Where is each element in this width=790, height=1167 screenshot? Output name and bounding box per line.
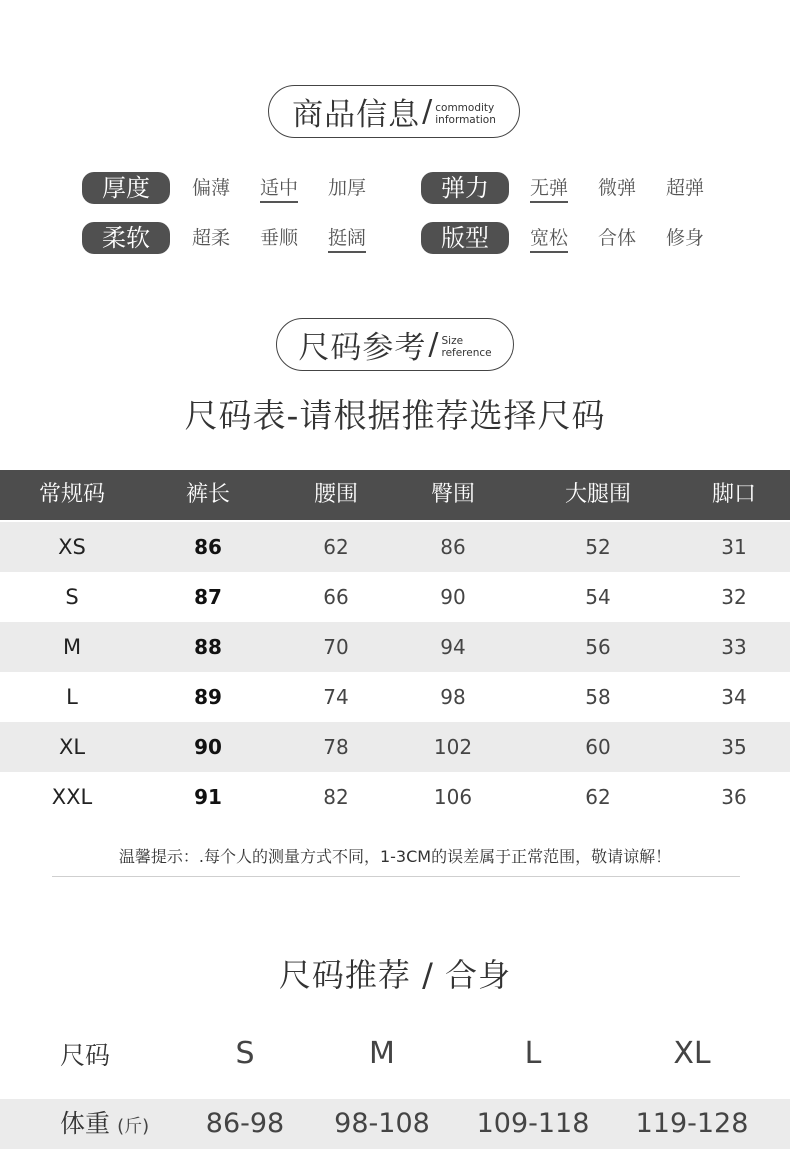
title-slash: / (428, 327, 439, 362)
commodity-info-title (268, 85, 520, 138)
table-cell: 88 (194, 635, 222, 659)
table-cell: 35 (721, 735, 747, 759)
table-cell: 94 (440, 635, 466, 659)
rec-weight-cell: 119-128 (635, 1108, 749, 1139)
rec-size-cell: XL (673, 1036, 711, 1071)
table-row (0, 722, 790, 772)
commodity-info-title-en: commodity information (435, 101, 496, 126)
attribute-tag: 弹力 (421, 172, 509, 204)
title-slash: / (422, 94, 433, 129)
table-header-cell: 腰围 (313, 482, 359, 507)
table-cell: XS (58, 535, 86, 559)
table-cell: 54 (585, 585, 611, 609)
table-header-cell: 大腿围 (564, 482, 632, 507)
table-cell: 31 (721, 535, 747, 559)
table-cell: 70 (323, 635, 349, 659)
attribute-tag: 版型 (421, 222, 509, 254)
table-cell: 33 (721, 635, 747, 659)
recommendation-title: 尺码推荐 / 合身 (278, 956, 512, 994)
table-cell: 86 (440, 535, 466, 559)
table-header-cell: 脚口 (711, 482, 757, 507)
table-cell: XXL (51, 785, 93, 809)
rec-weight-cell: 98-108 (334, 1108, 430, 1139)
table-header-cell: 裤长 (185, 482, 231, 507)
size-reference-title (276, 318, 514, 371)
rec-weight-cell: 86-98 (205, 1108, 285, 1139)
rec-weight-label-text: 体重 (60, 1109, 111, 1138)
table-cell: 34 (721, 685, 747, 709)
size-chart-heading: 尺码表-请根据推荐选择尺码 (184, 396, 606, 435)
divider (52, 876, 740, 877)
attribute-option: 超弹 (666, 177, 705, 199)
table-cell: XL (58, 735, 86, 759)
rec-size-cell: M (369, 1036, 395, 1071)
rec-weight-unit: (斤) (117, 1116, 150, 1137)
attribute-option: 垂顺 (260, 227, 299, 249)
rec-weight-label (60, 1099, 149, 1149)
table-cell: 87 (194, 585, 222, 609)
commodity-info-title-zh: 商品信息 (292, 97, 421, 133)
table-cell: S (65, 585, 79, 609)
table-cell: 66 (323, 585, 349, 609)
attribute-option: 合体 (598, 227, 637, 249)
rec-size-cell: L (524, 1036, 542, 1071)
table-cell: 52 (585, 535, 611, 559)
table-cell: 90 (440, 585, 466, 609)
table-cell: 98 (440, 685, 466, 709)
attribute-option-selected: 宽松 (530, 226, 568, 253)
table-cell: 56 (585, 635, 611, 659)
attribute-option-selected: 挺阔 (328, 226, 366, 253)
table-cell: 86 (194, 535, 222, 559)
table-header-cell: 常规码 (38, 482, 106, 507)
table-row (0, 622, 790, 672)
table-row (0, 522, 790, 572)
table-cell: 106 (433, 785, 473, 809)
table-cell: 62 (323, 535, 349, 559)
rec-size-label: 尺码 (60, 1041, 111, 1070)
table-cell: 90 (194, 735, 222, 759)
table-cell: 74 (323, 685, 349, 709)
size-reference-title-zh: 尺码参考 (298, 330, 427, 366)
table-cell: L (66, 685, 78, 709)
rec-size-cell: S (235, 1036, 255, 1071)
measurement-note: 温馨提示：.每个人的测量方式不同，1-3CM的误差属于正常范围，敬请谅解！ (118, 847, 672, 866)
table-cell: 78 (323, 735, 349, 759)
table-cell: 60 (585, 735, 611, 759)
attribute-option: 修身 (666, 227, 705, 249)
attribute-option: 微弹 (598, 177, 637, 199)
attribute-option: 超柔 (192, 227, 231, 249)
table-row (0, 672, 790, 722)
attribute-option-selected: 无弹 (530, 176, 568, 203)
table-cell: 62 (585, 785, 611, 809)
attribute-tag: 柔软 (82, 222, 170, 254)
attribute-option: 偏薄 (192, 177, 231, 199)
attribute-option-selected: 适中 (260, 176, 298, 203)
rec-weight-cell: 109-118 (476, 1108, 590, 1139)
table-cell: 89 (194, 685, 222, 709)
table-cell: 58 (585, 685, 611, 709)
size-reference-title-en: Size reference (441, 334, 492, 359)
table-header-cell: 臀围 (430, 482, 476, 507)
size-table-header (0, 470, 790, 520)
table-cell: 102 (433, 735, 473, 759)
table-cell: 36 (721, 785, 747, 809)
table-cell: 91 (194, 785, 222, 809)
attribute-tag: 厚度 (82, 172, 170, 204)
attribute-option: 加厚 (328, 177, 367, 199)
table-row (0, 772, 790, 822)
table-cell: 32 (721, 585, 747, 609)
table-cell: 82 (323, 785, 349, 809)
table-cell: M (62, 635, 82, 659)
table-row (0, 572, 790, 622)
